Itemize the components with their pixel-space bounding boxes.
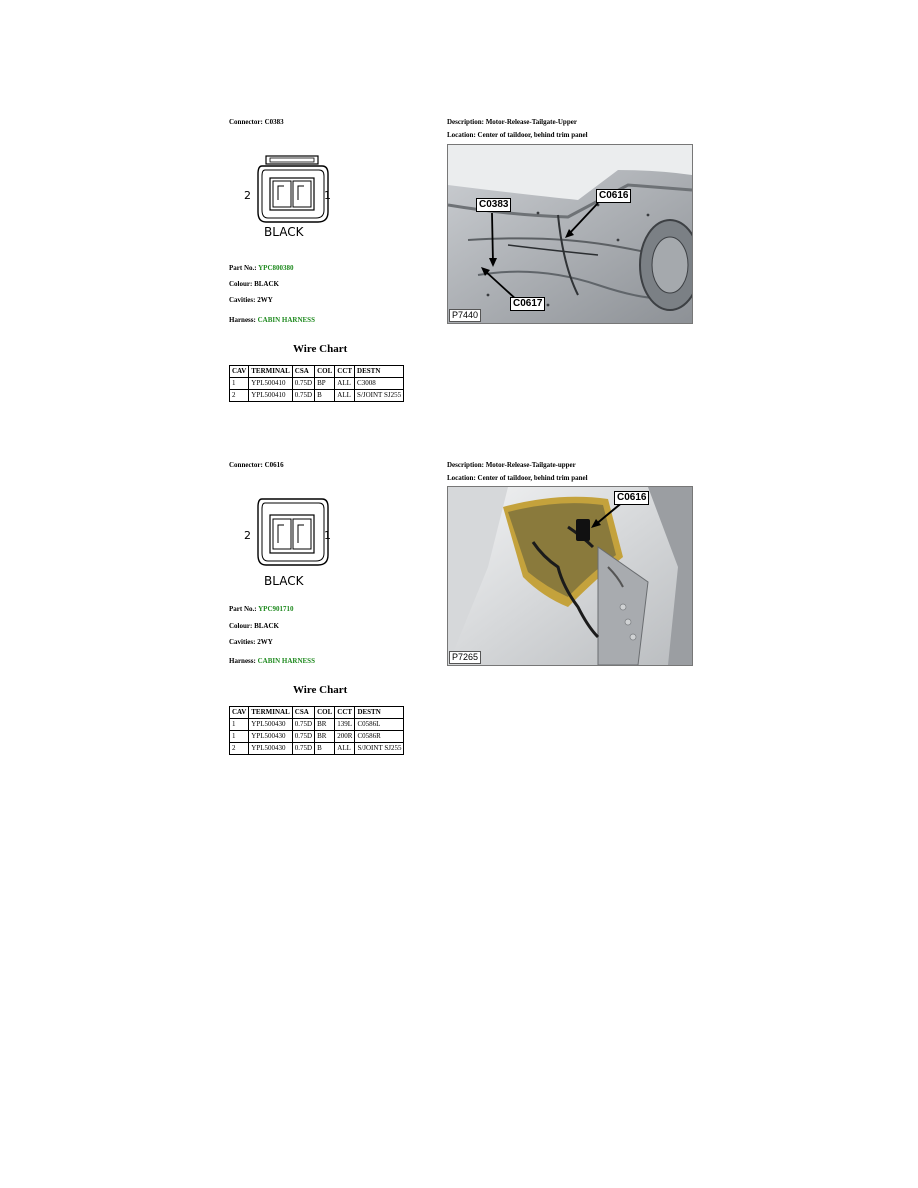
cell: C0586R xyxy=(355,731,404,743)
wire-chart-table xyxy=(229,365,404,402)
wire-chart-table xyxy=(229,706,404,755)
cell: C3008 xyxy=(355,378,404,390)
cell: 0.75D xyxy=(292,731,314,743)
col-header: DESTN xyxy=(355,707,404,719)
part-no-link[interactable]: YPC800380 xyxy=(258,264,294,272)
cell: 1 xyxy=(230,731,249,743)
table-row xyxy=(230,378,404,390)
connector-line: Connector: C0616 xyxy=(229,461,284,469)
pin-right-label: 1 xyxy=(324,189,331,202)
cell: 139L xyxy=(335,719,355,731)
description-line: Description: Motor-Release-Tailgate-Upper xyxy=(447,118,577,126)
connector-diagram xyxy=(250,493,340,598)
col-header: CSA xyxy=(292,707,314,719)
harness-line: Harness: CABIN HARNESS xyxy=(229,316,315,324)
location-line: Location: Center of taildoor, behind trim panel xyxy=(447,474,588,482)
cell: 0.75D xyxy=(292,743,314,755)
cell: BR xyxy=(315,719,335,731)
cell: YPL500410 xyxy=(249,378,293,390)
cell: S/JOINT SJ255 xyxy=(355,743,404,755)
cell: 1 xyxy=(230,719,249,731)
connector-face-icon xyxy=(250,493,340,593)
harness-link[interactable]: CABIN HARNESS xyxy=(257,657,315,665)
diagram-color-label: BLACK xyxy=(264,225,304,239)
cell: YPL500430 xyxy=(249,743,293,755)
pin-left-label: 2 xyxy=(244,189,251,202)
harness-line: Harness: CABIN HARNESS xyxy=(229,657,315,665)
part-no-link[interactable]: YPC901710 xyxy=(258,605,294,613)
cell: 0.75D xyxy=(292,378,314,390)
col-header: COL xyxy=(315,707,335,719)
connector-line: Connector: C0383 xyxy=(229,118,284,126)
colour-line: Colour: BLACK xyxy=(229,622,279,630)
cell: 2 xyxy=(230,390,249,402)
pin-left-label: 2 xyxy=(244,529,251,542)
cell: YPL500430 xyxy=(249,731,293,743)
description-line: Description: Motor-Release-Tailgate-upper xyxy=(447,461,576,469)
location-photo xyxy=(447,144,693,324)
col-header: COL xyxy=(315,366,335,378)
cell: B xyxy=(315,390,335,402)
table-header-row xyxy=(230,707,404,719)
taildoor-photo-illustration xyxy=(448,487,692,665)
harness-link[interactable]: CABIN HARNESS xyxy=(257,316,315,324)
cell: 200R xyxy=(335,731,355,743)
table-row xyxy=(230,390,404,402)
col-header: CSA xyxy=(292,366,314,378)
part-no-line: Part No.: YPC800380 xyxy=(229,264,294,272)
col-header: CCT xyxy=(335,707,355,719)
location-line: Location: Center of taildoor, behind trim panel xyxy=(447,131,588,139)
cell: 1 xyxy=(230,378,249,390)
cell: YPL500430 xyxy=(249,719,293,731)
cell: ALL xyxy=(335,378,355,390)
col-header: CAV xyxy=(230,366,249,378)
cell: 0.75D xyxy=(292,719,314,731)
connector-id: C0616 xyxy=(264,461,284,469)
part-no-line: Part No.: YPC901710 xyxy=(229,605,294,613)
table-row xyxy=(230,719,404,731)
cavities-line: Cavities: 2WY xyxy=(229,638,273,646)
wire-chart-title: Wire Chart xyxy=(293,343,348,355)
cell: B xyxy=(315,743,335,755)
location-photo xyxy=(447,486,693,666)
col-header: TERMINAL xyxy=(249,366,293,378)
table-row xyxy=(230,743,404,755)
cavities-line: Cavities: 2WY xyxy=(229,296,273,304)
col-header: CCT xyxy=(335,366,355,378)
pin-right-label: 1 xyxy=(324,529,331,542)
photo-id-label: P7440 xyxy=(449,309,481,322)
photo-id-label: P7265 xyxy=(449,651,481,664)
wire-chart-title: Wire Chart xyxy=(293,684,348,696)
cell: 0.75D xyxy=(292,390,314,402)
col-header: CAV xyxy=(230,707,249,719)
callout-c0616: C0616 xyxy=(614,491,649,505)
cell: ALL xyxy=(335,390,355,402)
cell: C0586L xyxy=(355,719,404,731)
table-row xyxy=(230,731,404,743)
col-header: DESTN xyxy=(355,366,404,378)
diagram-color-label: BLACK xyxy=(264,574,304,588)
colour-line: Colour: BLACK xyxy=(229,280,279,288)
cell: BR xyxy=(315,731,335,743)
cell: ALL xyxy=(335,743,355,755)
cell: S/JOINT SJ255 xyxy=(355,390,404,402)
cell: BP xyxy=(315,378,335,390)
cell: YPL500410 xyxy=(249,390,293,402)
cell: 2 xyxy=(230,743,249,755)
callout-c0617: C0617 xyxy=(510,297,545,311)
callout-c0616: C0616 xyxy=(596,189,631,203)
table-header-row xyxy=(230,366,404,378)
callout-c0383: C0383 xyxy=(476,198,511,212)
connector-id: C0383 xyxy=(264,118,284,126)
col-header: TERMINAL xyxy=(249,707,293,719)
connector-diagram xyxy=(250,150,340,255)
taildoor-photo-illustration xyxy=(448,145,692,323)
